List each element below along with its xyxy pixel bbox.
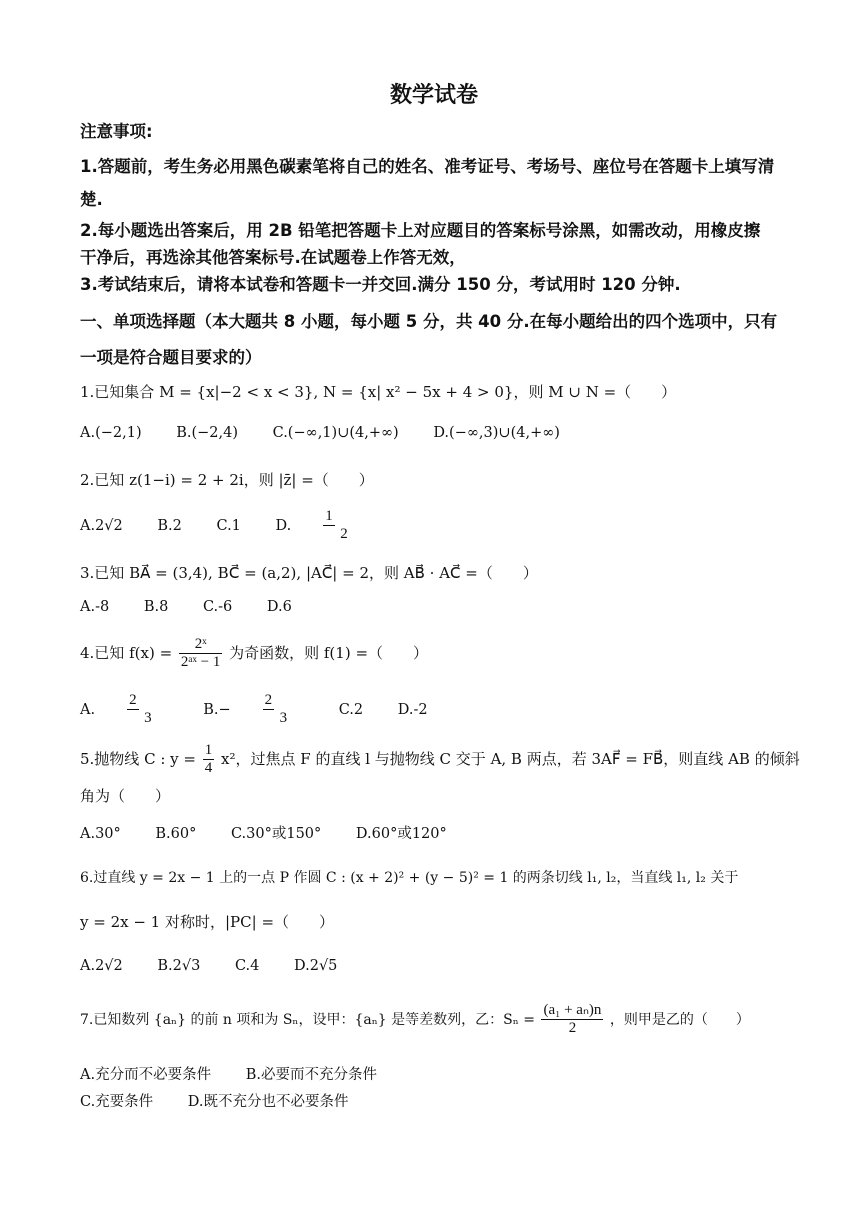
question-4-stem-suffix: 为奇函数，则 f(1) =（ ） [229,643,429,662]
question-6-stem-cont: y = 2x − 1 对称时，|PC| =（ ） [80,913,335,931]
question-2-option-c: C.1 [216,517,241,534]
question-5-stem-suffix: x²，过焦点 F 的直线 l 与抛物线 C 交于 A, B 两点，若 3AF⃗ = FB⃗，则直线 AB 的倾斜 [221,749,800,768]
question-3-option-d: D.6 [266,599,292,615]
question-3-stem: 3.已知 BA⃗ = (3,4), BC⃗ = (a,2), |AC⃗| = 2，则 AB⃗ · AC⃗ =（ ） [80,564,538,582]
question-1-option-b: B.(−2,4) [176,425,239,441]
question-4-option-b-fraction [263,692,305,728]
question-5-option-b: B.60° [155,826,197,842]
question-3-option-c: C.-6 [202,599,233,615]
notice-heading: 注意事项: [80,122,153,141]
question-4-option-a-fraction [127,692,169,728]
question-7-option-d: D.既不充分也不必要条件 [187,1094,349,1110]
question-6-option-b: B.2√3 [157,958,201,974]
fraction-denominator: 2 [568,1020,577,1037]
question-4-option-b [203,692,304,727]
question-1-option-c: C.(−∞,1)∪(4,+∞) [272,425,399,441]
question-6-stem: 6.过直线 y = 2x − 1 上的一点 P 作圆 C : (x + 2)² + (y − 5)² = 1 的两条切线 l₁, l₂，当直线 l₁, l₂ 关于 [80,870,739,886]
question-5-stem-cont: 角为（ ） [80,787,171,805]
question-7-options-row-1 [80,1063,800,1084]
question-4-option-a-label: A. [80,701,96,718]
question-4-options [80,692,800,728]
fraction-denominator: 3 [279,710,288,727]
question-7-options-row-2 [80,1090,800,1111]
question-7-option-b: B.必要而不充分条件 [245,1067,377,1083]
fraction-numerator: 2 [127,692,139,710]
fraction-numerator: (a₁ + aₙ)n [541,1002,603,1020]
question-6-option-d: D.2√5 [294,958,338,974]
section-heading: 一、单项选择题（本大题共 8 小题，每小题 5 分，共 40 分.在每小题给出的四个选项中，只有 [80,312,778,331]
question-2-option-d-fraction [323,508,365,544]
question-7-option-a: A.充分而不必要条件 [80,1067,212,1083]
question-5-stem [80,742,800,778]
question-5-options [80,822,800,843]
fraction-numerator: 1 [323,508,335,526]
question-2-options [80,508,800,544]
question-5-stem-prefix: 5.抛物线 C : y = [80,749,196,768]
section-heading-cont: 一项是符合题目要求的） [80,348,262,367]
question-4-option-a [80,692,169,727]
question-6-option-a: A.2√2 [80,958,123,974]
question-6-options [80,958,800,974]
question-1-option-a: A.(−2,1) [80,425,142,441]
question-2-option-d-label: D. [275,517,292,534]
question-3-options [80,599,800,615]
question-4-stem [80,636,800,672]
fraction-numerator: 2 [263,692,275,710]
question-3-option-a: A.-8 [80,599,110,615]
question-4-option-b-label: B.− [203,701,231,718]
question-7-stem-fraction [541,1002,603,1038]
fraction-denominator: 2ᵃˣ − 1 [180,654,221,671]
question-7-stem-prefix: 7.已知数列 {aₙ} 的前 n 项和为 Sₙ，设甲：{aₙ} 是等差数列，乙：Sₙ = [80,1011,535,1028]
question-2-option-b: B.2 [157,517,182,534]
page-title: 数学试卷 [389,83,478,108]
question-2-stem: 2.已知 z(1−i) = 2 + 2i，则 |z̄| =（ ） [80,471,374,489]
fraction-denominator: 4 [204,760,213,777]
question-5-option-a: A.30° [80,826,121,842]
notice-item-2-cont: 干净后，再选涂其他答案标号.在试题卷上作答无效， [80,248,466,267]
question-2-option-d [275,508,365,543]
question-2-option-a: A.2√2 [80,517,123,534]
question-5-option-d: D.60°或120° [355,826,447,842]
notice-item-2: 2.每小题选出答案后，用 2B 铅笔把答题卡上对应题目的答案标号涂黑，如需改动，用橡皮擦 [80,221,761,240]
question-5-option-c: C.30°或150° [230,826,322,842]
notice-item-1: 1.答题前，考生务必用黑色碳素笔将自己的姓名、准考证号、考场号、座位号在答题卡上填写清 [80,157,775,176]
question-4-option-d: D.-2 [397,701,428,718]
question-1-options [80,425,800,441]
question-4-option-c: C.2 [338,701,364,718]
notice-item-3: 3.考试结束后，请将本试卷和答题卡一并交回.满分 150 分，考试用时 120 分钟. [80,275,681,294]
question-5-stem-fraction [203,742,215,778]
fraction-numerator: 2ˣ [179,636,222,654]
question-1-stem: 1.已知集合 M = {x|−2 < x < 3}, N = {x| x² − 5x + 4 > 0}，则 M ∪ N =（ ） [80,383,677,401]
question-7-stem-suffix: ，则甲是乙的（ ） [609,1011,750,1028]
fraction-denominator: 2 [340,526,348,543]
notice-item-1-cont: 楚. [80,190,103,209]
question-7-stem [80,1002,800,1038]
question-4-stem-fraction [179,636,222,672]
question-3-option-b: B.8 [143,599,169,615]
question-7-option-c: C.充要条件 [80,1094,154,1110]
fraction-denominator: 3 [144,710,152,727]
question-6-option-c: C.4 [234,958,260,974]
fraction-numerator: 1 [203,742,215,760]
question-4-stem-prefix: 4.已知 f(x) = [80,643,173,662]
question-1-option-d: D.(−∞,3)∪(4,+∞) [433,425,560,441]
